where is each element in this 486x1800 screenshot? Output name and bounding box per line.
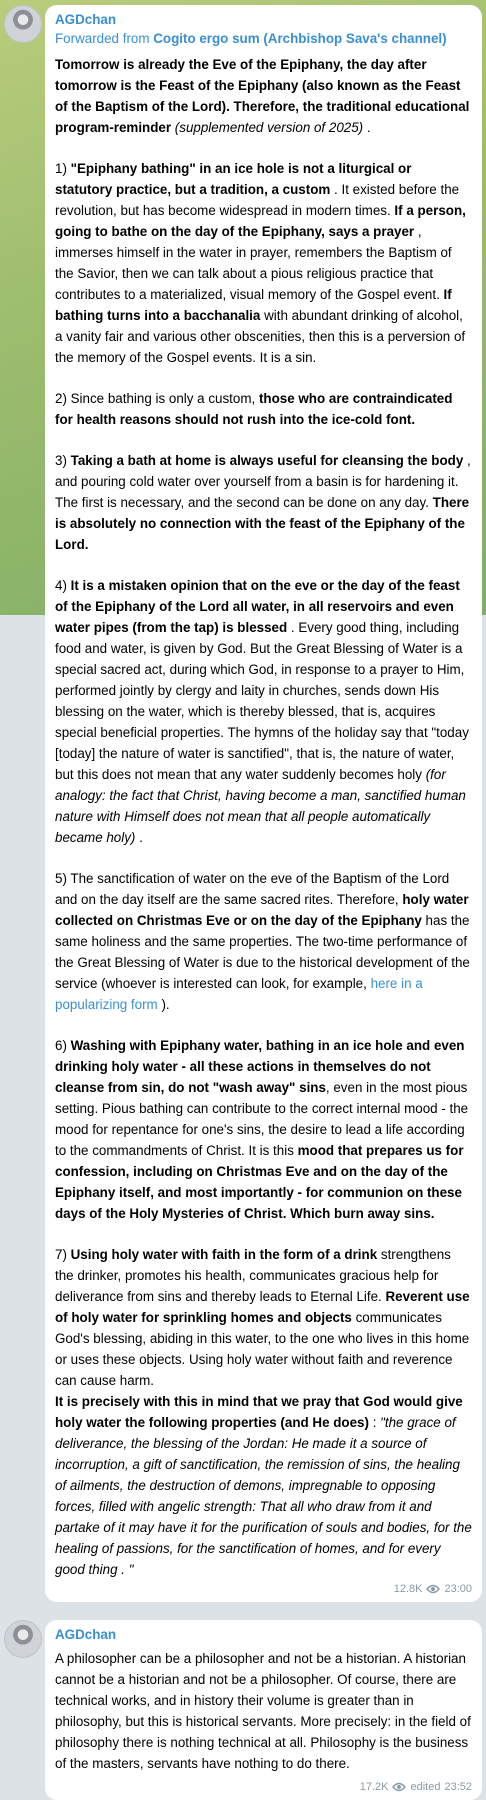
text-span: . Every good thing, including food and water, is given by God. But the Great Blessing of Water is a special sacred act, during which God, in response to a prayer to Him, performed jointly by clergy and laity in churches, sends down His blessing on the water, which is thereby blessed, that is, acquires special beneficial properties. The hymns of the holiday say that "today [today] the nature of water is sanctified", that is, the nature of water, but this does not mean that any water suddenly becomes holy bbox=[55, 620, 469, 782]
text-span: 2) Since bathing is only a custom, bbox=[55, 391, 259, 406]
bold-text: "Epiphany bathing" in an ice hole is not a liturgical or statutory practice, but a tradition, a custom bbox=[55, 161, 412, 197]
forwarded-prefix: Forwarded from bbox=[55, 31, 154, 46]
paragraph bbox=[55, 868, 472, 1015]
message-text bbox=[55, 1648, 472, 1774]
bold-text: those who are contraindicated for health reasons should not rush into the ice-cold font. bbox=[55, 391, 453, 427]
bold-text: Taking a bath at home is always useful for cleansing the body bbox=[70, 453, 464, 468]
paragraph bbox=[55, 54, 472, 138]
text-span: 4) bbox=[55, 578, 71, 593]
text-span: . bbox=[135, 830, 143, 845]
message-meta bbox=[55, 1582, 472, 1596]
message-bubble[interactable] bbox=[45, 1620, 482, 1800]
text-span: . bbox=[363, 120, 371, 135]
text-span: 5) The sanctification of water on the eve of the Baptism of the Lord and on the day itself are the same sacred rites. Therefore, bbox=[55, 871, 450, 907]
eye-icon bbox=[392, 1782, 406, 1792]
popularizing-form-link[interactable]: here in a popularizing form bbox=[55, 976, 423, 1012]
message-time: 23:52 bbox=[444, 1781, 472, 1793]
bold-text: Using holy water with faith in the form of a drink bbox=[70, 1247, 378, 1262]
message-text bbox=[55, 54, 472, 1580]
text-span: 6) bbox=[55, 1038, 71, 1053]
bold-text: mood that prepares us for confession, including on Christmas Eve and on the day of the Epiphany itself, and most importantly - for communion on these days of the Holy Mysteries of Christ. Which burn away sins. bbox=[55, 1143, 464, 1221]
text-span: strengthens the drinker, promotes his health, communicates gracious help for deliverance from sins and thereby leads to Eternal Life. bbox=[55, 1247, 451, 1304]
text-span: , immerses himself in the water in prayer, remembers the Baptism of the Savior, then we can talk about a pious religious practice that contributes to a materialized, visual memory of the Gospel event. bbox=[55, 224, 452, 302]
sender-name[interactable]: AGDchan bbox=[55, 1627, 117, 1642]
text-span: has the same holiness and the same properties. The two-time performance of the Great Blessing of Water is due to the historical development of the service (whoever is interested can look, for example, bbox=[55, 913, 470, 991]
italic-text: (for analogy: the fact that Christ, having become a man, sanctified human nature with Himself does not mean that all people automatically became holy) bbox=[55, 767, 466, 845]
text-span: 1) bbox=[55, 161, 71, 176]
italic-text: (supplemented version of 2025) bbox=[171, 120, 364, 135]
italic-text: "the grace of deliverance, the blessing of the Jordan: He made it a source of incorruption, a gift of sanctification, the remission of sins, the healing of ailments, the destruction of demons, impregnable to opposing forces, filled with angelic strength: That all who draw from it and partake of it may have it for the purification of souls and bodies, for the healing of passions, for the sanctification of homes, and for every good thing . " bbox=[55, 1415, 472, 1577]
text-span: with abundant drinking of alcohol, a vanity fair and various other obscenities, then this is a perversion of the memory of the Gospel events. It is a sin. bbox=[55, 308, 466, 365]
message-time: 23:00 bbox=[444, 1583, 472, 1595]
bold-text: It is a mistaken opinion that on the eve or the day of the feast of the Epiphany of the Lord all water, in all reservoirs and even water pipes (from the tap) is blessed bbox=[55, 578, 460, 635]
message-bubble[interactable] bbox=[45, 5, 482, 1602]
paragraph bbox=[55, 158, 472, 368]
paragraph bbox=[55, 575, 472, 848]
text-span: communicates God's blessing, abiding in this water, to the one who lives in this home or uses these objects. Using holy water without faith and reverence can cause harm. bbox=[55, 1310, 470, 1388]
edited-label: edited bbox=[410, 1781, 441, 1793]
bold-text: holy water collected on Christmas Eve or on the day of the Epiphany bbox=[55, 892, 469, 928]
bold-text: It is precisely with this in mind that we pray that God would give holy water the following properties (and He does) bbox=[55, 1394, 463, 1430]
forwarded-from bbox=[55, 29, 472, 48]
bold-text: Reverent use of holy water for sprinkling homes and objects bbox=[55, 1289, 470, 1325]
text-span: , and pouring cold water over yourself from a basin is for hardening it. The first is necessary, and the second can be done on any day. bbox=[55, 453, 471, 510]
paragraph bbox=[55, 1391, 472, 1580]
paragraph bbox=[55, 450, 472, 555]
sender-name[interactable]: AGDchan bbox=[55, 12, 117, 27]
view-count: 12.8K bbox=[393, 1583, 423, 1595]
bold-text: There is absolutely no connection with the feast of the Epiphany of the Lord. bbox=[55, 495, 470, 552]
avatar[interactable] bbox=[4, 1620, 42, 1658]
bold-text: Washing with Epiphany water, bathing in an ice hole and even drinking holy water - all these actions in themselves do not cleanse from sin, do not "wash away" sins bbox=[55, 1038, 465, 1095]
text-span: , even in the most pious setting. Pious bathing can contribute to the correct internal mood - the mood for repentance for one's sins, the desire to lead a life according to the commandments of Christ. It is this bbox=[55, 1080, 469, 1158]
text-span: 3) bbox=[55, 453, 71, 468]
paragraph bbox=[55, 1035, 472, 1224]
message-meta bbox=[55, 1780, 472, 1794]
paragraph bbox=[55, 1244, 472, 1391]
paragraph: A philosopher can be a philosopher and not be a historian. A historian cannot be a historian and not be a philosopher. Of course, there are technical works, and in history their volume is greater than in philosophy, but this is historical servants. More precisely: in the field of philosophy there is nothing technical at all. Philosophy is the business of the masters, servants have nothing to do there. bbox=[55, 1651, 471, 1771]
text-span: : bbox=[368, 1415, 381, 1430]
bold-text: If a person, going to bathe on the day of the Epiphany, says a prayer bbox=[55, 203, 466, 239]
bold-text: If bathing turns into a bacchanalia bbox=[55, 287, 452, 323]
text-span: ). bbox=[157, 997, 170, 1012]
eye-icon bbox=[426, 1584, 440, 1594]
text-span: 7) bbox=[55, 1247, 71, 1262]
view-count: 17.2K bbox=[359, 1781, 389, 1793]
avatar[interactable] bbox=[4, 5, 42, 43]
text-span: . It existed before the revolution, but has become widespread in modern times. bbox=[55, 182, 460, 218]
bold-text: Tomorrow is already the Eve of the Epiphany, the day after tomorrow is the Feast of the Epiphany (also known as the Feast of the Baptism of the Lord). Therefore, the traditional educational program-reminder bbox=[55, 57, 470, 135]
forwarded-channel-link[interactable]: Cogito ergo sum (Archbishop Sava's channel) bbox=[153, 31, 447, 46]
paragraph bbox=[55, 388, 472, 430]
